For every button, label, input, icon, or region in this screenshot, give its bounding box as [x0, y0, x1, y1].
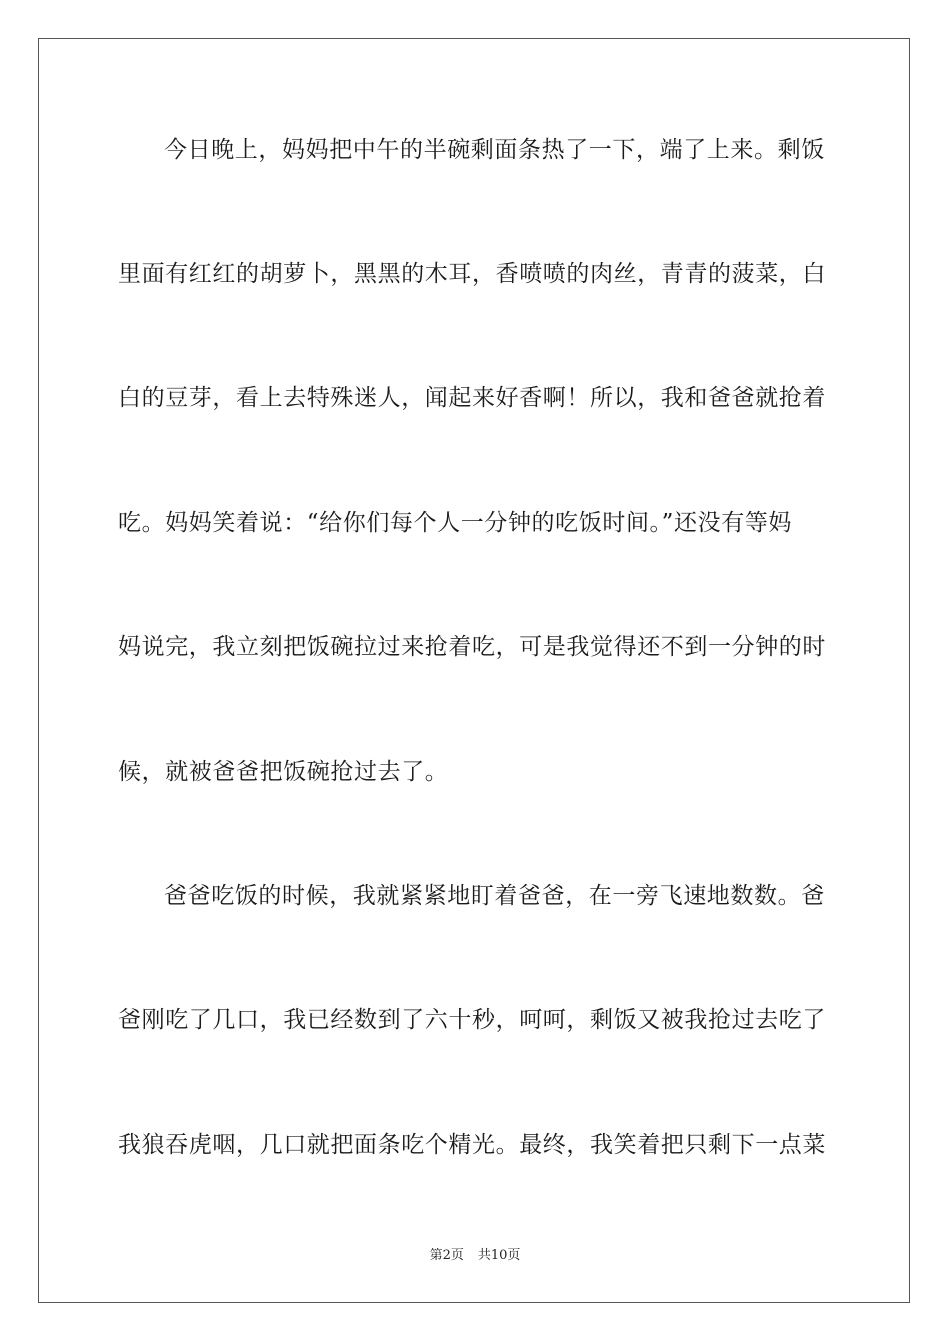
page-border [38, 38, 910, 1303]
page-number: 第2页 [429, 1248, 464, 1263]
paragraph-1-line-4: 吃。妈妈笑着说：“给你们每个人一分钟的吃饭时间。”还没有等妈 [118, 510, 793, 536]
total-pages: 共10页 [477, 1248, 521, 1263]
paragraph-1-line-6: 候，就被爸爸把饭碗抢过去了。 [118, 759, 449, 785]
page-footer [0, 1247, 950, 1265]
paragraph-1-line-2: 里面有红红的胡萝卜，黑黑的木耳，香喷喷的肉丝，青青的菠菜，白 [118, 261, 826, 287]
paragraph-1-line-5: 妈说完，我立刻把饭碗拉过来抢着吃，可是我觉得还不到一分钟的时 [118, 634, 826, 660]
paragraph-2-line-1: 爸爸吃饭的时候，我就紧紧地盯着爸爸，在一旁飞速地数数。爸 [164, 883, 825, 909]
paragraph-2-line-3: 我狼吞虎咽，几口就把面条吃个精光。最终，我笑着把只剩下一点菜 [118, 1132, 826, 1158]
paragraph-1-line-1: 今日晚上，妈妈把中午的半碗剩面条热了一下，端了上来。剩饭 [164, 137, 825, 163]
paragraph-2-line-2: 爸刚吃了几口，我已经数到了六十秒，呵呵，剩饭又被我抢过去吃了 [118, 1007, 826, 1033]
paragraph-1-line-3: 白的豆芽，看上去特殊迷人，闻起来好香啊！所以，我和爸爸就抢着 [118, 385, 826, 411]
